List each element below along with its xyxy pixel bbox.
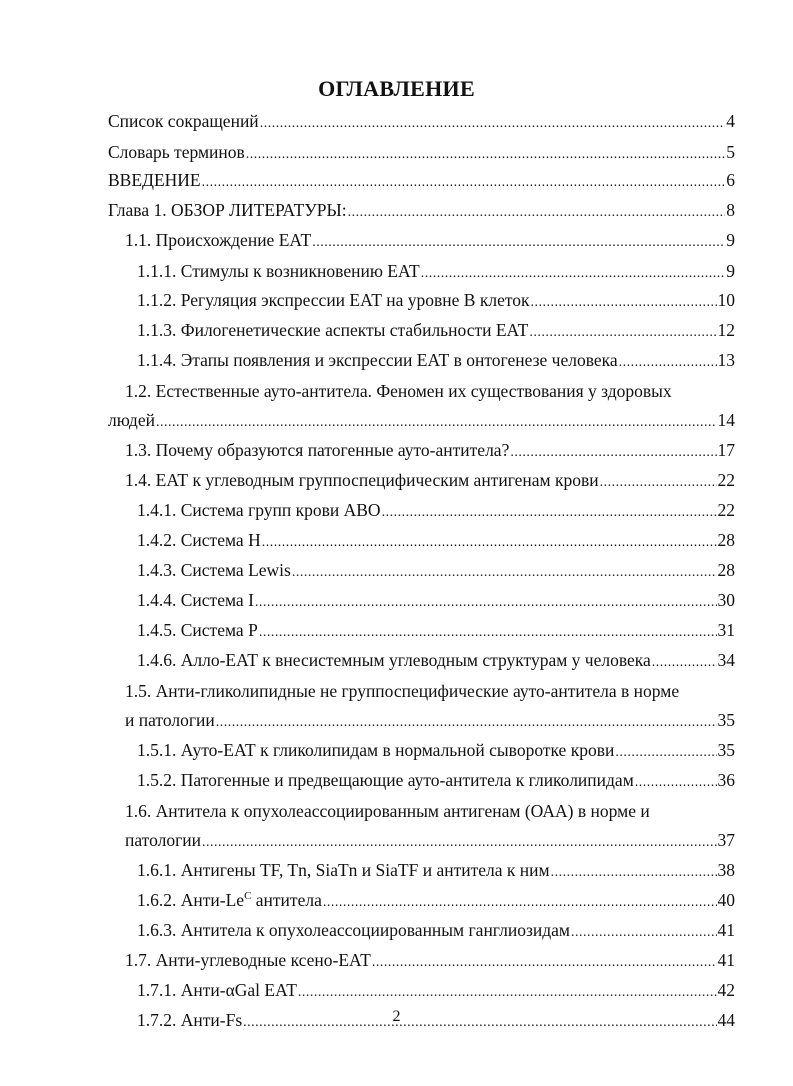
toc-entry-label: 1.1.1. Стимулы к возникновению ЕАТ — [137, 261, 420, 281]
toc-entry-label: 1.1.3. Филогенетические аспекты стабильности ЕАТ — [137, 320, 529, 340]
toc-entry — [125, 435, 735, 465]
toc-entry — [125, 225, 735, 255]
leader-dots — [298, 978, 717, 1008]
leader-dots — [571, 918, 717, 948]
toc-entry-label: 1.6. Антитела к опухолеассоциированным антигенам (ОАА) в норме и — [125, 801, 650, 821]
toc-entry-line1 — [125, 796, 735, 826]
toc-entry — [137, 495, 735, 525]
toc-entry-page: 37 — [717, 830, 735, 850]
toc-entry-label-main: 1.6.2. Анти-Le — [137, 890, 245, 910]
leader-dots — [348, 198, 726, 228]
toc-entry-label: 1.3. Почему образуются патогенные ауто-антитела? — [125, 440, 510, 460]
leader-dots — [202, 828, 716, 858]
toc-entry-label: 1.7.1. Анти-αGal ЕАТ — [137, 980, 297, 1000]
toc-entry-page: 17 — [717, 440, 735, 460]
toc-entry-page: 4 — [726, 111, 735, 131]
toc-entry-line2 — [125, 825, 735, 855]
toc-entry-page: 34 — [717, 650, 735, 670]
toc-entry-label: Словарь терминов — [108, 142, 245, 162]
leader-dots — [551, 858, 717, 888]
toc-entry-label: 1.4.2. Система Н — [137, 530, 261, 550]
toc-entry-page: 10 — [717, 290, 735, 310]
toc-entry-label: 1.1. Происхождение ЕАТ — [125, 230, 312, 250]
toc-entry — [137, 645, 735, 675]
toc-entry — [137, 975, 735, 1005]
toc-entry-line1 — [125, 676, 735, 706]
leader-dots — [600, 468, 717, 498]
toc-entry-page: 31 — [717, 620, 735, 640]
toc-entry-label: 1.4.3. Система Lewis — [137, 560, 291, 580]
toc-entry — [137, 525, 735, 555]
leader-dots — [529, 318, 716, 348]
toc-entry-page: 13 — [717, 350, 735, 370]
leader-dots — [262, 528, 717, 558]
toc-entry-label: 1.4. ЕАТ к углеводным группоспецифическим антигенам крови — [125, 470, 599, 490]
toc-entry — [108, 106, 735, 136]
toc-entry-label: 1.6.3. Антитела к опухолеассоциированным ганглиозидам — [137, 920, 570, 940]
toc-entry-page: 36 — [717, 770, 735, 790]
toc-entry-label: ВВЕДЕНИЕ — [108, 170, 201, 190]
superscript: C — [244, 890, 252, 902]
toc-entry — [108, 195, 735, 225]
toc-entry-page: 9 — [726, 230, 735, 250]
toc-entry — [137, 885, 735, 915]
leader-dots — [259, 618, 717, 648]
toc-entry — [108, 165, 735, 195]
toc-entry-page: 9 — [726, 261, 735, 281]
leader-dots — [382, 498, 717, 528]
toc-entry-page: 35 — [717, 710, 735, 730]
toc-entry-label: 1.2. Естественные ауто-антитела. Феномен их существования у здоровых — [125, 381, 672, 401]
page-number: 2 — [392, 1008, 401, 1025]
leader-dots — [652, 648, 717, 678]
leader-dots — [260, 109, 726, 139]
toc-entry-page: 6 — [726, 170, 735, 190]
toc-entry-page: 14 — [717, 410, 735, 430]
toc-entry — [125, 465, 735, 495]
leader-dots — [216, 708, 717, 738]
toc-entry-label-cont: людей — [108, 410, 155, 430]
toc-entry-label: 1.6.1. Антигены TF, Tn, SiaTn и SiaTF и антитела к ним — [137, 860, 550, 880]
toc-entry-page: 22 — [717, 500, 735, 520]
toc-entry — [137, 855, 735, 885]
toc-entry-label-after: антитела — [251, 890, 322, 910]
toc-entry-label: 1.4.5. Система Р — [137, 620, 258, 640]
toc-entry-label: 1.7.2. Анти-Fs — [137, 1010, 243, 1030]
toc-entry-label: 1.7. Анти-углеводные ксено-ЕАТ — [125, 950, 371, 970]
toc-entry — [125, 945, 735, 975]
toc-entry-line2 — [125, 705, 735, 735]
toc-entry — [137, 585, 735, 615]
toc-entry — [137, 915, 735, 945]
toc-entry-line2 — [108, 405, 735, 435]
toc-entry — [108, 137, 735, 167]
toc-entry-page: 12 — [717, 320, 735, 340]
leader-dots — [510, 438, 716, 468]
toc-entry-line1 — [125, 376, 735, 406]
leader-dots — [312, 228, 725, 258]
toc-entry-label: 1.4.6. Алло-ЕАТ к внесистемным углеводным структурам у человека — [137, 650, 651, 670]
toc-entry — [137, 285, 735, 315]
toc-entry — [137, 315, 735, 345]
leader-dots — [619, 348, 717, 378]
toc-entry — [137, 256, 735, 286]
toc-entry-label: 1.4.4. Система I — [137, 590, 254, 610]
toc-entry-page: 38 — [717, 860, 735, 880]
toc-entry-label: 1.5.2. Патогенные и предвещающие ауто-антитела к гликолипидам — [137, 770, 634, 790]
page-title: ОГЛАВЛЕНИЕ — [318, 76, 475, 101]
toc-entry-page: 42 — [717, 980, 735, 1000]
leader-dots — [531, 288, 717, 318]
toc-entry-label-cont: и патологии — [125, 710, 215, 730]
toc-entry-label: 1.1.4. Этапы появления и экспрессии ЕАТ в онтогенезе человека — [137, 350, 618, 370]
toc-entry-page: 28 — [717, 530, 735, 550]
toc-entry-label-cont: патологии — [125, 830, 202, 850]
leader-dots — [156, 408, 717, 438]
toc-entry — [137, 345, 735, 375]
toc-entry-page: 41 — [717, 950, 735, 970]
toc-entry-label: Глава 1. ОБЗОР ЛИТЕРАТУРЫ: — [108, 200, 347, 220]
toc-entry-label: 1.1.2. Регуляция экспрессии ЕАТ на уровне В клеток — [137, 290, 530, 310]
leader-dots — [372, 948, 717, 978]
toc-entry-label: Список сокращений — [108, 111, 259, 131]
toc-entry-label: 1.5.1. Ауто-ЕАТ к гликолипидам в нормальной сыворотке крови — [137, 740, 615, 760]
toc-entry-page: 30 — [717, 590, 735, 610]
toc-entry-page: 8 — [726, 200, 735, 220]
leader-dots — [323, 888, 717, 918]
toc-entry-page: 28 — [717, 560, 735, 580]
leader-dots — [292, 558, 717, 588]
toc-entry-page: 35 — [717, 740, 735, 760]
leader-dots — [255, 588, 717, 618]
toc-entry — [137, 615, 735, 645]
toc-entry-label: 1.4.1. Система групп крови АВО — [137, 500, 381, 520]
leader-dots — [635, 768, 717, 798]
toc-entry — [137, 765, 735, 795]
leader-dots — [615, 738, 716, 768]
toc-entry-label: 1.5. Анти-гликолипидные не группоспецифические ауто-антитела в норме — [125, 681, 680, 701]
toc-entry-page: 44 — [717, 1010, 735, 1030]
toc-entry-page: 41 — [717, 920, 735, 940]
toc-entry-page: 40 — [717, 890, 735, 910]
toc-entry-label — [137, 885, 322, 915]
toc-entry-page: 5 — [726, 142, 735, 162]
toc-entry-page: 22 — [717, 470, 735, 490]
leader-dots — [202, 168, 726, 198]
toc-entry — [137, 735, 735, 765]
toc-entry — [137, 555, 735, 585]
